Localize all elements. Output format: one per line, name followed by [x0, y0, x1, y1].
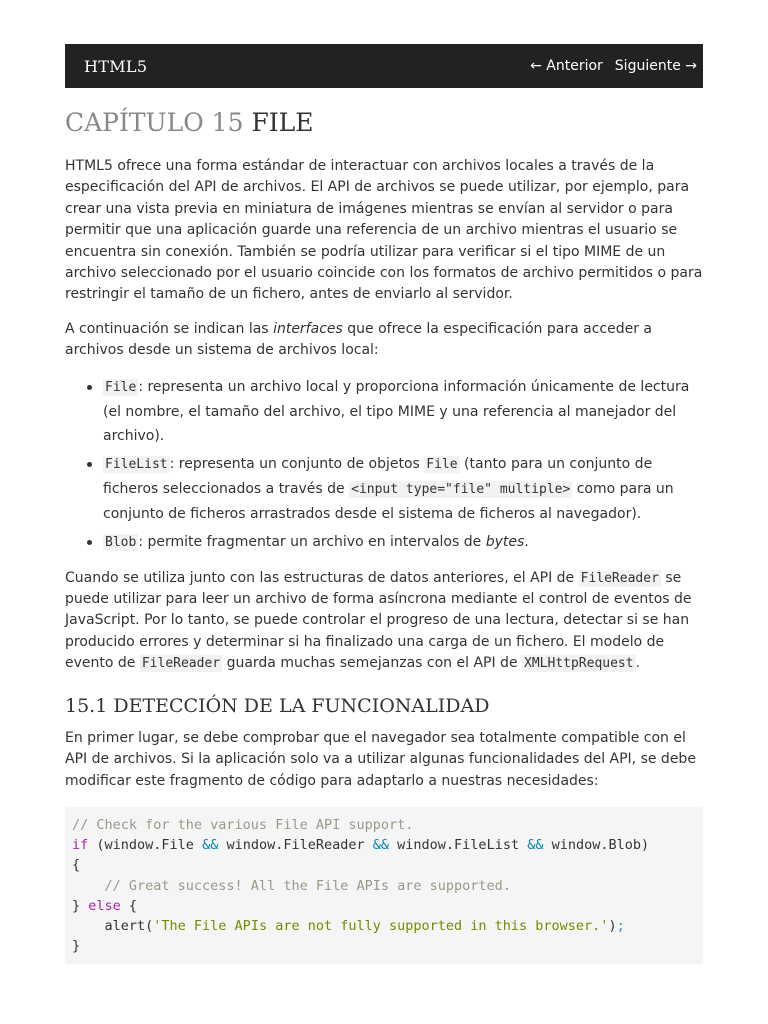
- code-block: // Check for the various File API support. if (window.File && window.FileReader && window.FileList && window.Blob) { // Great success! All the File APIs are supported. } else { alert('The File APIs are not fully supported in this browser.'); }: [65, 807, 703, 964]
- top-navbar: [65, 44, 703, 88]
- inline-code: File: [105, 379, 137, 395]
- inline-code: Blob: [105, 534, 137, 550]
- previous-link[interactable]: ← Anterior: [530, 58, 603, 74]
- inline-code: XMLHttpRequest: [524, 656, 634, 672]
- intro-paragraph: HTML5 ofrece una forma estándar de interactuar con archivos locales a través de la especificación del API de archivos. El API de archivos se puede utilizar, por ejemplo, para crear una vista previa en miniatura de imágenes mientras se envían al servidor o para permitir que una aplicación guarde una referencia de un archivo mientras el usuario se encuentra sin conexión. También se podría utilizar para verificar si el tipo MIME de un archivo seleccionado por el usuario coincide con los formatos de archivo permitidos o para restringir el tamaño de un fichero, antes de enviarlo al servidor.: [65, 158, 703, 303]
- brand-title[interactable]: HTML5: [84, 56, 148, 76]
- inline-code: File: [426, 456, 458, 472]
- chapter-name: FILE: [251, 108, 314, 137]
- section-heading: 15.1 DETECCIÓN DE LA FUNCIONALIDAD: [65, 694, 490, 717]
- chapter-title: [65, 104, 703, 142]
- inline-code: FileReader: [580, 570, 659, 586]
- chapter-number: CAPÍTULO 15: [65, 108, 244, 137]
- filereader-paragraph: Cuando se utiliza junto con las estructuras de datos anteriores, el API de FileReader se puede utilizar para leer un archivo de forma asíncrona mediante el control de eventos de JavaScript. Por lo tanto, se puede controlar el progreso de una lectura, detectar si se han producido errores y determinar si ha finalizado una carga de un fichero. El modelo de evento de FileReader guarda muchas semejanzas con el API de XMLHttpRequest .: [65, 569, 692, 672]
- inline-code: FileReader: [141, 656, 221, 672]
- chapter-content: [65, 104, 703, 964]
- list-item-file: File : representa un archivo local y proporciona información únicamente de lectura (el nombre, el tamaño del archivo, el tipo MIME y una referencia al manejador del archivo).: [103, 375, 703, 448]
- interfaces-intro: A continuación se indican las interfaces que ofrece la especificación para acceder a archivos desde un sistema de archivos local:: [65, 320, 652, 359]
- list-item-filelist: FileList : representa un conjunto de objetos File (tanto para un conjunto de ficheros seleccionados a través de <input type="file" multiple> como para un conjunto de ficheros arrastrados desde el sistema de ficheros al navegador).: [103, 452, 703, 526]
- pager-nav: [530, 58, 697, 74]
- inline-code: FileList: [105, 456, 168, 472]
- next-link[interactable]: Siguiente →: [614, 58, 697, 74]
- list-item-blob: Blob : permite fragmentar un archivo en intervalos de bytes.: [103, 530, 703, 555]
- interfaces-list: [65, 375, 703, 555]
- section-paragraph: En primer lugar, se debe comprobar que el navegador sea totalmente compatible con el API de archivos. Si la aplicación solo va a utilizar algunas funcionalidades del API, se debe modificar este fragmento de código para adaptarlo a nuestras necesidades:: [65, 729, 696, 789]
- inline-code: <input type="file" multiple>: [351, 481, 571, 497]
